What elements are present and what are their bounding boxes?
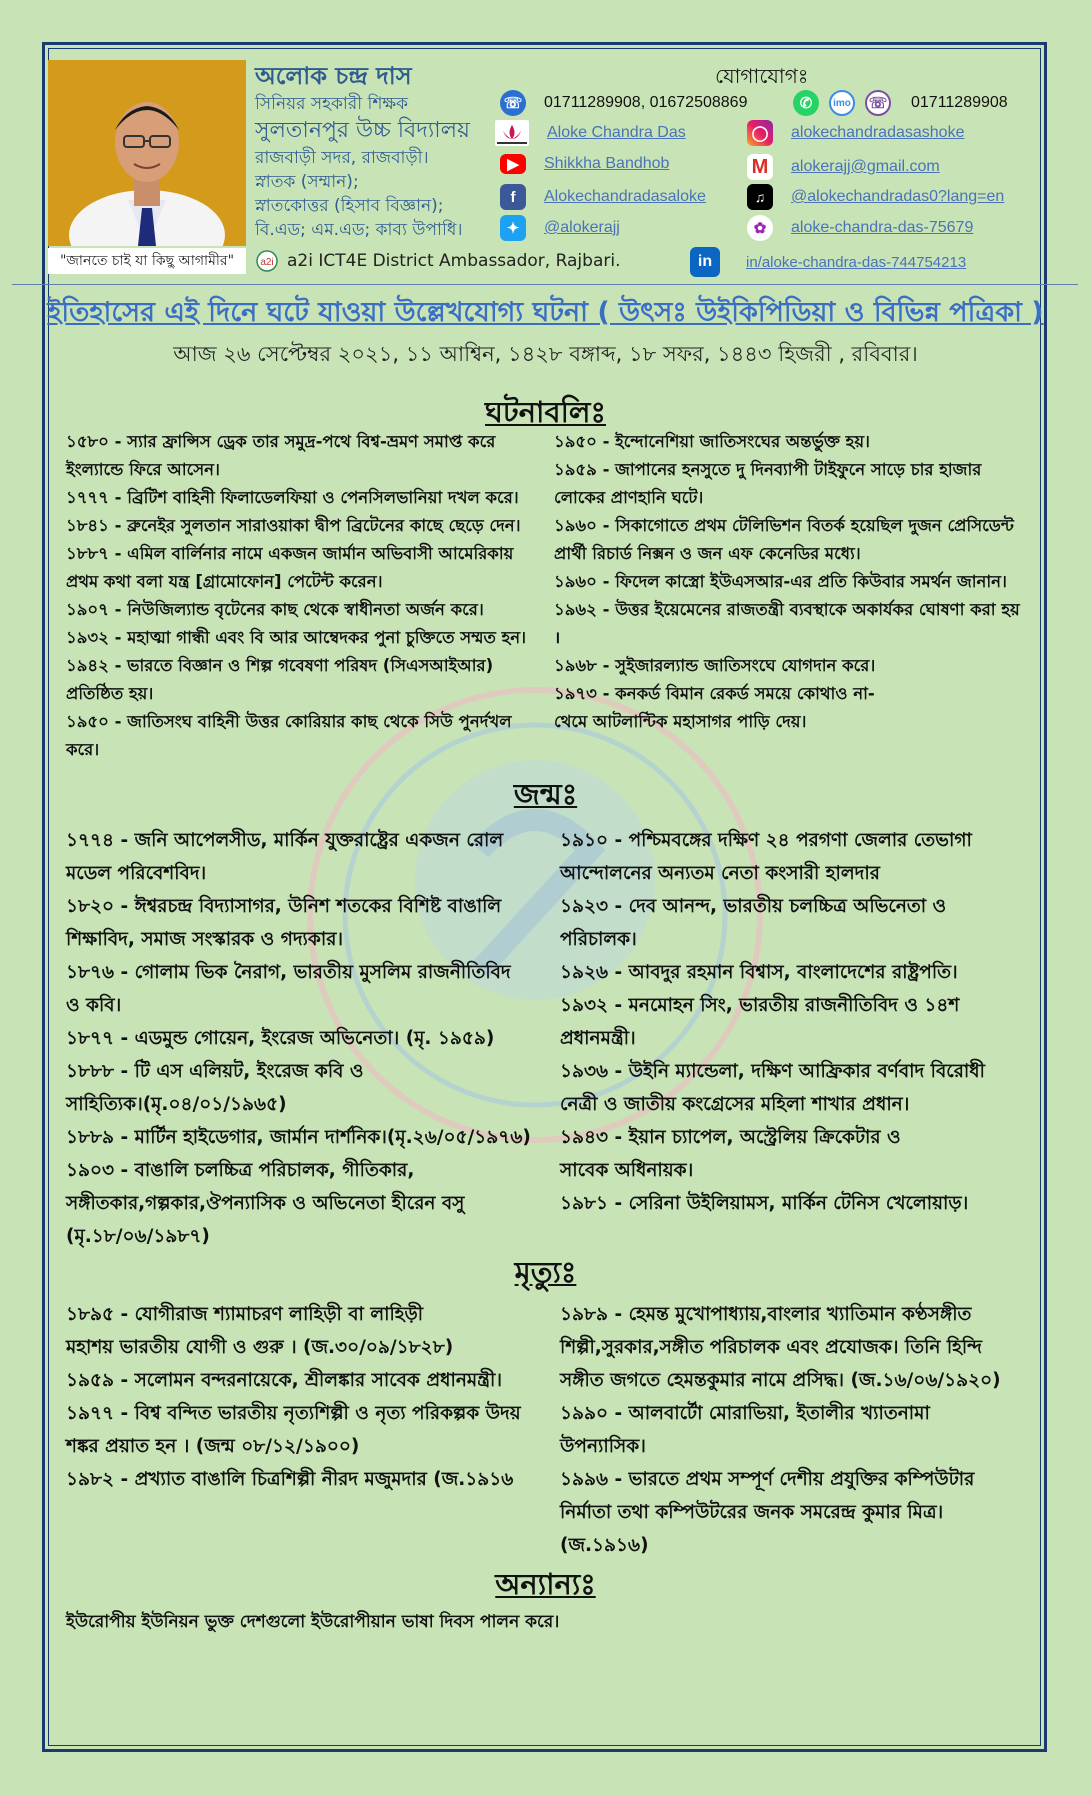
list-item: আন্দোলনের অন্যতম নেতা কংসারী হালদার: [560, 863, 880, 884]
twitter-icon: ✦: [500, 215, 526, 241]
events-left-column: [66, 428, 536, 764]
contact-title: যোগাযোগঃ: [715, 64, 809, 88]
list-item: সঙ্গীতকার,গল্পকার,ঔপন্যাসিক ও অভিনেতা হীরেন বসু: [66, 1193, 465, 1214]
list-item: করে।: [66, 740, 100, 759]
list-item: ১৯৫০ - ইন্দোনেশিয়া জাতিসংঘের অন্তর্ভুক্ত হয়।: [554, 432, 870, 451]
list-item: ।: [554, 628, 561, 647]
ambassador-line: [255, 250, 620, 272]
list-item: ১৯০৭ - নিউজিল্যান্ড বৃটেনের কাছ থেকে স্বাধীনতা অর্জন করে।: [66, 600, 484, 619]
profile-name: অলোক চন্দ্র দাস: [255, 62, 412, 90]
list-item: ১৮৮৮ - টি এস এলিয়ট, ইংরেজ কবি ও: [66, 1061, 364, 1082]
list-item: ১৯৬৮ - সুইজারল্যান্ড জাতিসংঘে যোগদান করে।: [554, 656, 876, 675]
list-item: ১৫৮০ - স্যার ফ্রান্সিস ড্রেক তার সমুদ্র-পথে বিশ্ব-ভ্রমণ সমাপ্ত করে: [66, 432, 496, 451]
others-heading: অন্যান্যঃ: [495, 1567, 596, 1601]
list-item: মডেল পরিবেশবিদ।: [66, 863, 207, 884]
list-item: শিল্পী,সুরকার,সঙ্গীত পরিচালক এবং প্রযোজক। তিনি হিন্দি: [560, 1337, 983, 1358]
list-item: ১৯২৬ - আবদুর রহমান বিশ্বাস, বাংলাদেশের রাষ্ট্রপতি।: [560, 962, 958, 983]
contact-linkedin[interactable]: [690, 247, 966, 277]
births-left-column: [66, 824, 546, 1253]
list-item: ১৮৭৬ - গোলাম ভিক নৈরাগ, ভারতীয় মুসলিম রাজনীতিবিদ: [66, 962, 511, 983]
list-item: ও কবি।: [66, 995, 122, 1016]
list-item: ১৯২৩ - দেব আনন্দ, ভারতীয় চলচ্চিত্র অভিনেতা ও: [560, 896, 947, 917]
list-item: ১৯০৩ - বাঙালি চলচ্চিত্র পরিচালক, গীতিকার,: [66, 1160, 415, 1181]
contact-phone: [500, 90, 747, 116]
gmail-icon: M: [747, 154, 773, 180]
others-column: [66, 1608, 966, 1636]
profile-degree-2: স্নাতকোত্তর (হিসাব বিজ্ঞান);: [255, 196, 444, 216]
list-item: ১৮৪১ - ব্রুনেইর সুলতান সারাওয়াকা দ্বীপ ব্রিটেনের কাছে ছেড়ে দেন।: [66, 516, 521, 535]
list-item: থেমে আটলান্টিক মহাসাগর পাড়ি দেয়।: [554, 712, 807, 731]
profile-info: [255, 60, 490, 242]
contact-youtube[interactable]: [500, 154, 669, 174]
contact-facebook[interactable]: [500, 184, 706, 210]
list-item: ১৮৯৫ - যোগীরাজ শ্যামাচরণ লাহিড়ী বা লাহিড়ী: [66, 1304, 424, 1325]
facebook-link[interactable]: Alokechandradasaloke: [544, 188, 706, 205]
list-item: (জ.১৯১৬): [560, 1535, 649, 1556]
list-item: ১৯৫৯ - জাপানের হনসুতে দু দিনব্যাপী টাইফুনে সাড়ে চার হাজার: [554, 460, 982, 479]
births-right-column: [560, 824, 1040, 1220]
facebook-icon: f: [500, 184, 526, 210]
list-item: ১৯৪২ - ভারতে বিজ্ঞান ও শিল্প গবেষণা পরিষদ (সিএসআইআর): [66, 656, 494, 675]
profile-degree-1: স্নাতক (সম্মান);: [255, 172, 359, 192]
profile-designation: সিনিয়র সহকারী শিক্ষক: [255, 94, 409, 114]
profile-address: রাজবাড়ী সদর, রাজবাড়ী।: [255, 148, 429, 168]
list-item: প্রথম কথা বলা যন্ত্র [গ্রামোফোন] পেটেন্ট করেন।: [66, 572, 383, 591]
contact-messaging: [793, 90, 1008, 116]
list-item: ১৯৮১ - সেরিনা উইলিয়ামস, মার্কিন টেনিস খেলোয়াড়।: [560, 1193, 969, 1214]
list-item: ইউরোপীয় ইউনিয়ন ভুক্ত দেশগুলো ইউরোপীয়ান ভাষা দিবস পালন করে।: [66, 1612, 560, 1632]
linkedin-link[interactable]: in/aloke-chandra-das-744754213: [746, 253, 967, 271]
list-item: ১৯১০ - পশ্চিমবঙ্গের দক্ষিণ ২৪ পরগণা জেলার তেভাগা: [560, 830, 972, 851]
list-item: উপন্যাসিক।: [560, 1436, 646, 1457]
list-item: ১৯৪৩ - ইয়ান চ্যাপেল, অস্ট্রেলিয় ক্রিকেটার ও: [560, 1127, 901, 1148]
list-item: ইংল্যান্ডে ফিরে আসেন।: [66, 460, 220, 479]
email-link[interactable]: alokerajj@gmail.com: [791, 158, 940, 175]
list-item: সাহিত্যিক।(মৃ.০৪/০১/১৯৬৫): [66, 1094, 287, 1115]
messaging-number: 01711289908: [911, 94, 1008, 111]
date-line: আজ ২৬ সেপ্টেম্বর ২০২১, ১১ আশ্বিন, ১৪২৮ বঙ্গাব্দ, ১৮ সফর, ১৪৪৩ হিজরী , রবিবার।: [173, 342, 918, 366]
list-item: ১৮৭৭ - এডমুন্ড গোয়েন, ইংরেজ অভিনেতা। (মৃ. ১৯৫৯): [66, 1028, 495, 1049]
list-item: মহাশয় ভারতীয় যোগী ও গুরু । (জ.৩০/০৯/১৮২৮): [66, 1337, 454, 1358]
instagram-icon: ◯: [747, 120, 773, 146]
list-item: পরিচালক।: [560, 929, 637, 950]
list-item: ১৯৬০ - ফিদেল কাস্ত্রো ইউএসআর-এর প্রতি কিউবার সমর্থন জানান।: [554, 572, 1007, 591]
header-divider: [12, 284, 1078, 285]
list-item: ১৯৫০ - জাতিসংঘ বাহিনী উত্তর কোরিয়ার কাছ থেকে সিউ পুনর্দখল: [66, 712, 512, 731]
tiktok-link[interactable]: @alokechandradas0?lang=en: [791, 188, 1005, 205]
list-item: লোকের প্রাণহানি ঘটে।: [554, 488, 704, 507]
list-item: ১৯৬০ - সিকাগোতে প্রথম টেলিভিশন বিতর্ক হয়েছিল দুজন প্রেসিডেন্ট: [554, 516, 1014, 535]
motto: "জানতে চাই যা কিছু আগামীর": [48, 248, 246, 274]
profile-school: সুলতানপুর উচ্চ বিদ্যালয়: [255, 118, 470, 143]
list-item: ১৯৫৯ - সলোমন বন্দরনায়েকে, শ্রীলঙ্কার সাবেক প্রধানমন্ত্রী।: [66, 1370, 502, 1391]
profile-photo: [48, 60, 246, 246]
deaths-right-column: [560, 1298, 1040, 1562]
list-item: ১৯৯০ - আলবার্টো মোরাভিয়া, ইতালীর খ্যাতনামা: [560, 1403, 930, 1424]
list-item: ১৯৭৩ - কনকর্ড বিমান রেকর্ড সময়ে কোথাও না-: [554, 684, 875, 703]
list-item: ১৯৩৬ - উইনি ম্যান্ডেলা, দক্ষিণ আফ্রিকার বর্ণবাদ বিরোধী: [560, 1061, 985, 1082]
list-item: প্রতিষ্ঠিত হয়।: [66, 684, 154, 703]
linkedin-icon: in: [690, 247, 720, 277]
list-item: সঙ্গীত জগতে হেমন্তকুমার নামে প্রসিদ্ধ। (জ.১৬/০৬/১৯২০): [560, 1370, 1001, 1391]
ambassador-text: a2i ICT4E District Ambassador, Rajbari.: [287, 251, 621, 271]
contact-other[interactable]: [747, 215, 973, 241]
phone-numbers: 01711289908, 01672508869: [544, 94, 748, 111]
list-item: সাবেক অধিনায়ক।: [560, 1160, 694, 1181]
a2i-logo-icon: [255, 250, 279, 272]
list-item: ১৮৮৯ - মার্টিন হাইডেগার, জার্মান দার্শনিক।(মৃ.২৬/০৫/১৯৭৬): [66, 1127, 531, 1148]
events-heading: ঘটনাবলিঃ: [485, 395, 606, 429]
instagram-link[interactable]: alokechandradasashoke: [791, 124, 965, 141]
list-item: ১৭৭৪ - জনি আপেলসীড, মার্কিন যুক্তরাষ্ট্রের একজন রোল: [66, 830, 504, 851]
twitter-link[interactable]: @alokerajj: [544, 219, 620, 236]
list-item: প্রধানমন্ত্রী।: [560, 1028, 636, 1049]
list-item: ১৮৮৭ - এমিল বার্লিনার নামে একজন জার্মান অভিবাসী আমেরিকায়: [66, 544, 514, 563]
website-link[interactable]: Aloke Chandra Das: [547, 124, 686, 141]
contact-twitter[interactable]: [500, 215, 620, 241]
youtube-link[interactable]: Shikkha Bandhob: [544, 155, 670, 172]
svg-text:a2i: a2i: [260, 257, 274, 268]
list-item: ১৯৮২ - প্রখ্যাত বাঙালি চিত্রশিল্পী নীরদ মজুমদার (জ.১৯১৬: [66, 1469, 514, 1490]
list-item: ১৯৩২ - মনমোহন সিং, ভারতীয় রাজনীতিবিদ ও ১৪শ: [560, 995, 960, 1016]
contact-website[interactable]: [495, 120, 686, 146]
list-item: ১৯৮৯ - হেমন্ত মুখোপাধ্যায়,বাংলার খ্যাতিমান কণ্ঠসঙ্গীত: [560, 1304, 972, 1325]
contact-instagram[interactable]: [747, 120, 964, 146]
list-item: শিক্ষাবিদ, সমাজ সংস্কারক ও গদ্যকার।: [66, 929, 344, 950]
list-item: ১৯৭৭ - বিশ্ব বন্দিত ভারতীয় নৃত্যশিল্পী ও নৃত্য পরিকল্পক উদয়: [66, 1403, 521, 1424]
list-item: নির্মাতা তথা কম্পিউটরের জনক সমরেন্দ্র কুমার মিত্র।: [560, 1502, 944, 1523]
viber-icon: ☏: [865, 90, 891, 116]
list-item: ১৮২০ - ঈশ্বরচন্দ্র বিদ্যাসাগর, উনিশ শতকের বিশিষ্ট বাঙালি: [66, 896, 502, 917]
link-icon: ✿: [747, 215, 773, 241]
deaths-heading: মৃত্যুঃ: [514, 1255, 577, 1289]
lotus-logo-icon: [495, 120, 529, 146]
list-item: শঙ্কর প্রয়াত হন । (জন্ম ০৮/১২/১৯০০): [66, 1436, 360, 1457]
list-item: ১৭৭৭ - ব্রিটিশ বাহিনী ফিলাডেলফিয়া ও পেনসিলভানিয়া দখল করে।: [66, 488, 519, 507]
whatsapp-icon: ✆: [793, 90, 819, 116]
list-item: ১৯৩২ - মহাত্মা গান্ধী এবং বি আর আম্বেদকর পুনা চুক্তিতে সম্মত হন।: [66, 628, 526, 647]
other-link[interactable]: aloke-chandra-das-75679: [791, 219, 974, 236]
contact-email[interactable]: [747, 154, 940, 180]
imo-icon: imo: [829, 90, 855, 116]
list-item: নেত্রী ও জাতীয় কংগ্রেসের মহিলা শাখার প্রধান।: [560, 1094, 910, 1115]
youtube-icon: ▶: [500, 154, 526, 174]
contact-tiktok[interactable]: [747, 184, 1004, 210]
tiktok-icon: ♫: [747, 184, 773, 210]
list-item: ১৯৯৬ - ভারতে প্রথম সম্পূর্ণ দেশীয় প্রযুক্তির কম্পিউটার: [560, 1469, 975, 1490]
page-title: ইতিহাসের এই দিনে ঘটে যাওয়া উল্লেখযোগ্য ঘটনা ( উৎসঃ উইকিপিডিয়া ও বিভিন্ন পত্রিকা ): [47, 297, 1044, 328]
births-heading: জন্মঃ: [513, 777, 578, 811]
profile-degree-3: বি.এড; এম.এড; কাব্য উপাধি।: [255, 220, 463, 240]
list-item: প্রার্থী রিচার্ড নিক্সন ও জন এফ কেনেডির মধ্যে।: [554, 544, 861, 563]
events-right-column: [554, 428, 1034, 736]
list-item: ১৯৬২ - উত্তর ইয়েমেনের রাজতন্ত্রী ব্যবস্থাকে অকার্যকর ঘোষণা করা হয়: [554, 600, 1020, 619]
phone-icon: ☏: [500, 90, 526, 116]
list-item: (মৃ.১৮/০৬/১৯৮৭): [66, 1226, 210, 1247]
deaths-left-column: [66, 1298, 546, 1496]
